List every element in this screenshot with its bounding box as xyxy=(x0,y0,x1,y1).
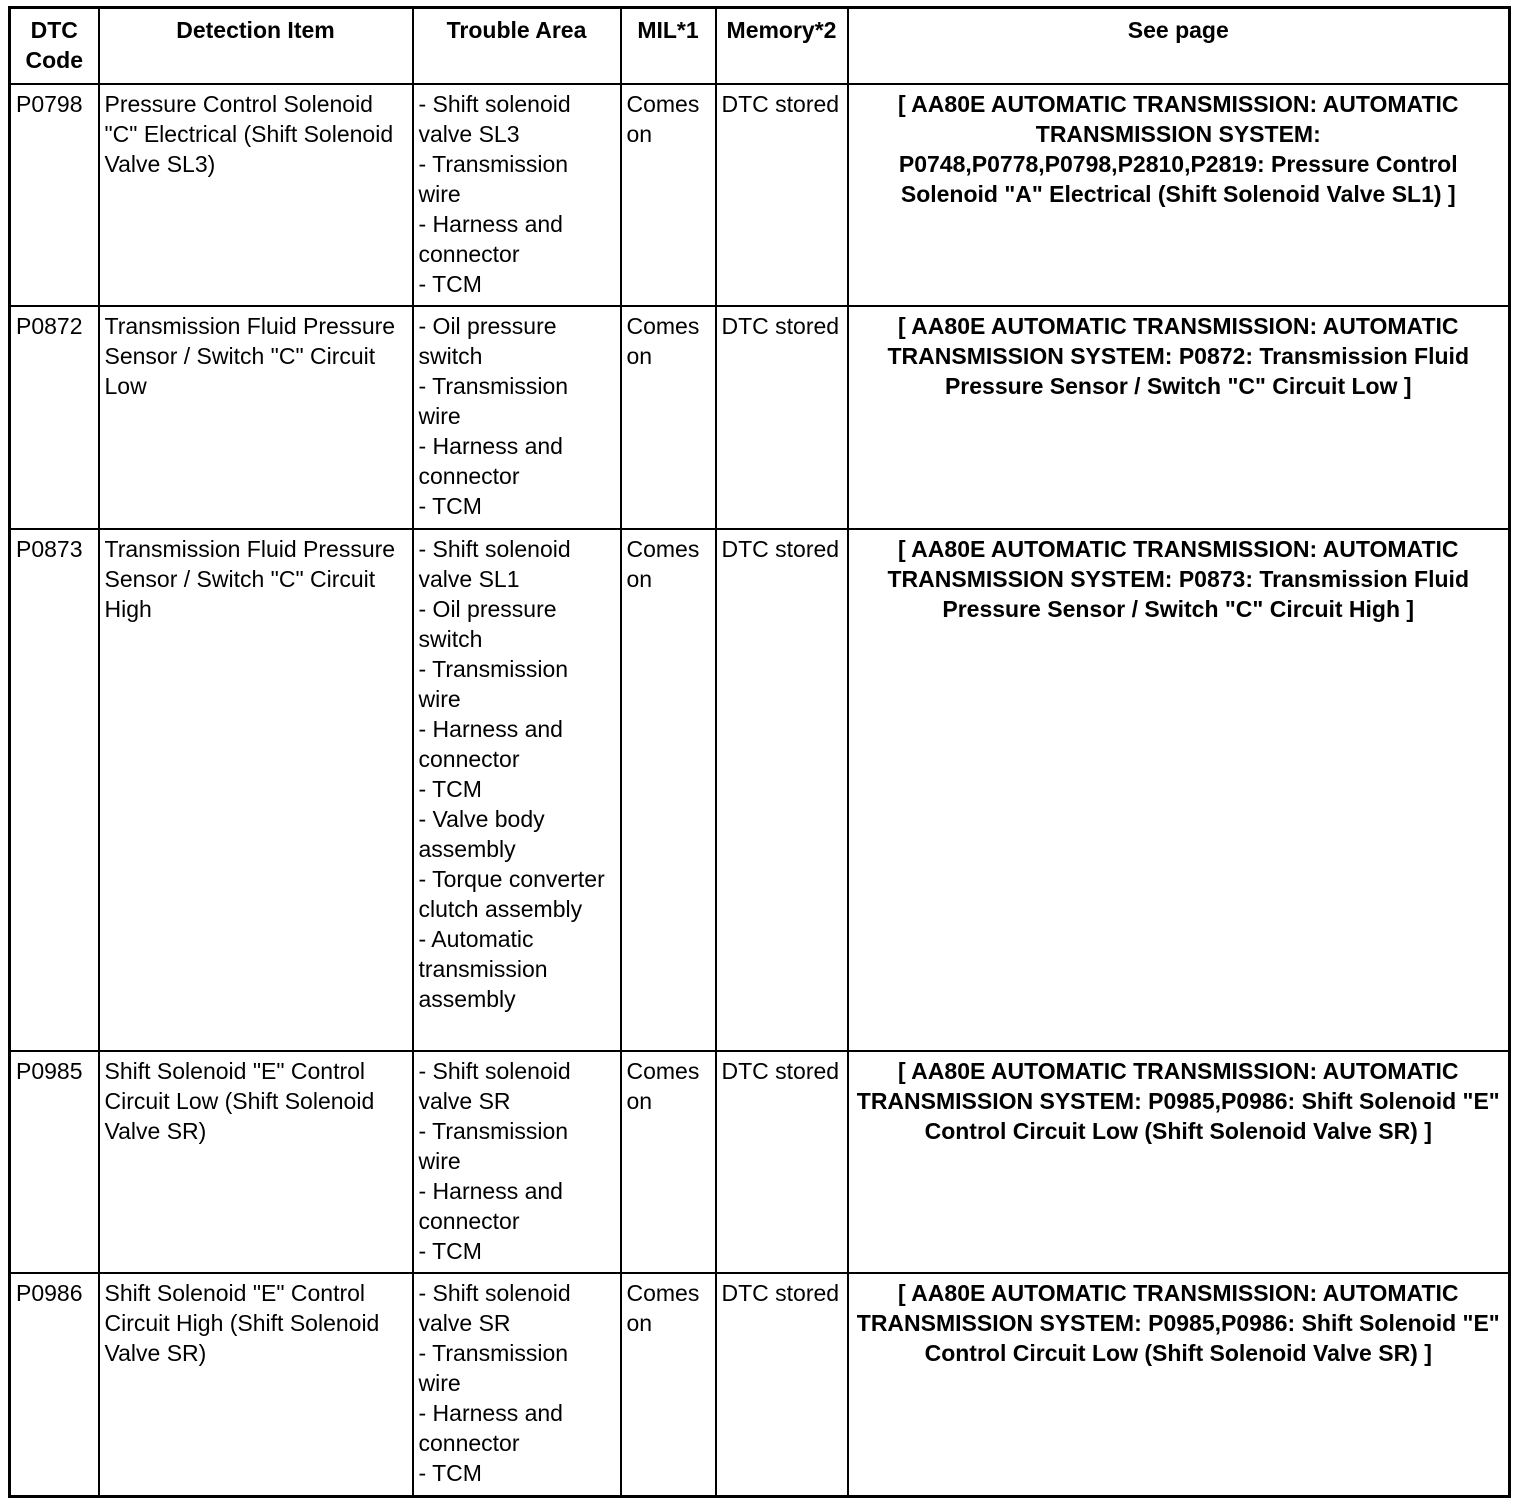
header-memory: Memory*2 xyxy=(716,8,848,85)
trouble-area-item: - Harness and connector xyxy=(418,1400,563,1456)
trouble-area-item: - TCM xyxy=(418,271,482,297)
trouble-area-item: - Harness and connector xyxy=(418,433,563,489)
mil-cell: Comes on xyxy=(621,1051,716,1273)
trouble-area-item: - Torque converter clutch assembly xyxy=(418,866,605,922)
detection-item-cell: Transmission Fluid Pressure Sensor / Switch "C" Circuit High xyxy=(99,529,413,1051)
trouble-area-item: - Valve body assembly xyxy=(418,806,545,862)
header-mil: MIL*1 xyxy=(621,8,716,85)
dtc-table xyxy=(8,6,1511,1498)
memory-cell: DTC stored xyxy=(716,529,848,1051)
see-page-link[interactable]: [ AA80E AUTOMATIC TRANSMISSION: AUTOMATIC TRANSMISSION SYSTEM: P0748,P0778,P0798,P2810,P2819: Pressure Control Solenoid "A" Electrical (Shift Solenoid Valve SL1) ] xyxy=(848,84,1510,306)
trouble-area-item: - Transmission wire xyxy=(418,373,569,429)
header-row xyxy=(10,8,1510,85)
table-row xyxy=(10,84,1510,306)
dtc-code-cell: P0872 xyxy=(10,306,99,529)
trouble-area-item: - Oil pressure switch xyxy=(418,313,557,369)
memory-cell: DTC stored xyxy=(716,306,848,529)
table-row xyxy=(10,529,1510,1051)
detection-item-cell: Transmission Fluid Pressure Sensor / Switch "C" Circuit Low xyxy=(99,306,413,529)
trouble-area-item: - Transmission wire xyxy=(418,151,569,207)
trouble-area-item: - Oil pressure switch xyxy=(418,596,557,652)
trouble-area-cell xyxy=(413,84,621,306)
memory-cell: DTC stored xyxy=(716,1273,848,1496)
dtc-code-cell: P0798 xyxy=(10,84,99,306)
header-see-page: See page xyxy=(848,8,1510,85)
trouble-area-item: - Harness and connector xyxy=(418,716,563,772)
trouble-area-item: - Shift solenoid valve SR xyxy=(418,1280,571,1336)
trouble-area-cell xyxy=(413,1273,621,1496)
header-dtc-code: DTC Code xyxy=(10,8,99,85)
trouble-area-item: - Shift solenoid valve SL1 xyxy=(418,536,571,592)
trouble-area-item: - Transmission wire xyxy=(418,1118,569,1174)
see-page-link[interactable]: [ AA80E AUTOMATIC TRANSMISSION: AUTOMATIC TRANSMISSION SYSTEM: P0873: Transmission Fluid Pressure Sensor / Switch "C" Circuit High ] xyxy=(848,529,1510,1051)
mil-cell: Comes on xyxy=(621,306,716,529)
header-detection-item: Detection Item xyxy=(99,8,413,85)
trouble-area-item: - TCM xyxy=(418,1238,482,1264)
trouble-area-item: - Transmission wire xyxy=(418,656,569,712)
header-trouble-area: Trouble Area xyxy=(413,8,621,85)
trouble-area-item: - Transmission wire xyxy=(418,1340,569,1396)
trouble-area-item: - TCM xyxy=(418,493,482,519)
detection-item-cell: Pressure Control Solenoid "C" Electrical (Shift Solenoid Valve SL3) xyxy=(99,84,413,306)
mil-cell: Comes on xyxy=(621,84,716,306)
trouble-area-cell xyxy=(413,306,621,529)
dtc-code-cell: P0985 xyxy=(10,1051,99,1273)
table-row xyxy=(10,1273,1510,1496)
mil-cell: Comes on xyxy=(621,529,716,1051)
see-page-link[interactable]: [ AA80E AUTOMATIC TRANSMISSION: AUTOMATIC TRANSMISSION SYSTEM: P0985,P0986: Shift Solenoid "E" Control Circuit Low (Shift Solenoid Valve SR) ] xyxy=(848,1051,1510,1273)
trouble-area-item: - Automatic transmission assembly xyxy=(418,926,548,1012)
see-page-link[interactable]: [ AA80E AUTOMATIC TRANSMISSION: AUTOMATIC TRANSMISSION SYSTEM: P0872: Transmission Fluid Pressure Sensor / Switch "C" Circuit Low ] xyxy=(848,306,1510,529)
trouble-area-cell xyxy=(413,1051,621,1273)
table-row xyxy=(10,306,1510,529)
detection-item-cell: Shift Solenoid "E" Control Circuit High (Shift Solenoid Valve SR) xyxy=(99,1273,413,1496)
trouble-area-item: - TCM xyxy=(418,1460,482,1486)
mil-cell: Comes on xyxy=(621,1273,716,1496)
trouble-area-item: - Shift solenoid valve SL3 xyxy=(418,91,571,147)
trouble-area-item: - Harness and connector xyxy=(418,211,563,267)
memory-cell: DTC stored xyxy=(716,1051,848,1273)
trouble-area-item: - Shift solenoid valve SR xyxy=(418,1058,571,1114)
memory-cell: DTC stored xyxy=(716,84,848,306)
trouble-area-item: - Harness and connector xyxy=(418,1178,563,1234)
trouble-area-item: - TCM xyxy=(418,776,482,802)
see-page-link[interactable]: [ AA80E AUTOMATIC TRANSMISSION: AUTOMATIC TRANSMISSION SYSTEM: P0985,P0986: Shift Solenoid "E" Control Circuit Low (Shift Solenoid Valve SR) ] xyxy=(848,1273,1510,1496)
dtc-code-cell: P0986 xyxy=(10,1273,99,1496)
detection-item-cell: Shift Solenoid "E" Control Circuit Low (Shift Solenoid Valve SR) xyxy=(99,1051,413,1273)
dtc-code-cell: P0873 xyxy=(10,529,99,1051)
table-row xyxy=(10,1051,1510,1273)
trouble-area-cell xyxy=(413,529,621,1051)
